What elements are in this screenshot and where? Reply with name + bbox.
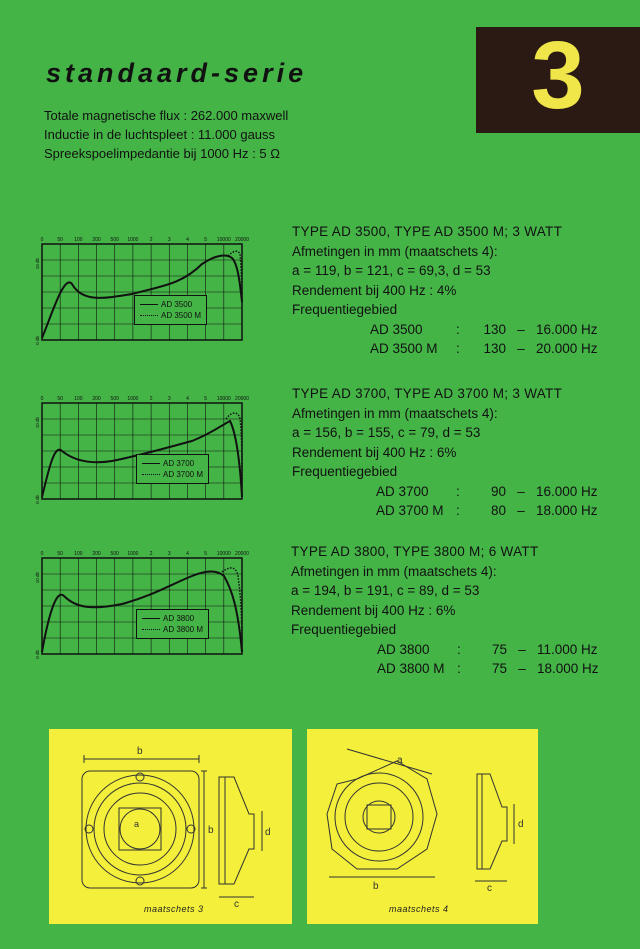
- speaker-drawing-square: [49, 729, 292, 924]
- dims-label: Afmetingen in mm (maatschets 4):: [292, 405, 498, 421]
- x-tick-label: 2: [149, 396, 153, 402]
- type-block-3700: [292, 384, 598, 521]
- drawing-caption: maatschets 3: [144, 904, 204, 914]
- x-tick-label: 50: [57, 551, 63, 557]
- x-tick-label: 1000: [127, 396, 139, 402]
- legend-entry: AD 3800 M: [142, 624, 203, 635]
- legend-entry: AD 3800: [142, 613, 203, 624]
- chart-legend: [136, 609, 209, 639]
- y-tick-label: 10 db: [35, 417, 40, 429]
- x-tick-label: 50: [57, 396, 63, 402]
- svg-text:d: d: [265, 827, 271, 838]
- x-tick-label: 20000: [235, 551, 249, 557]
- svg-text:d: d: [518, 819, 524, 830]
- x-tick-label: 0: [40, 551, 44, 557]
- x-tick-label: 0: [40, 396, 44, 402]
- x-tick-label: 5: [204, 551, 208, 557]
- x-tick-label: 10000: [216, 237, 231, 243]
- svg-text:a: a: [134, 819, 140, 829]
- spec-impedance: Spreekspoelimpedantie bij 1000 Hz : 5 Ω: [44, 146, 280, 161]
- x-tick-label: 3: [167, 237, 171, 243]
- response-curve-dotted: [228, 251, 242, 302]
- spec-flux: Totale magnetische flux : 262.000 maxwell: [44, 108, 289, 123]
- x-tick-label: 4: [186, 396, 189, 402]
- y-tick-label: 0 db: [35, 336, 40, 345]
- x-tick-label: 1000: [127, 551, 139, 557]
- efficiency: Rendement bij 400 Hz : 6%: [292, 444, 457, 460]
- legend-entry: AD 3500: [140, 299, 201, 310]
- y-tick-label: 10 db: [35, 258, 40, 270]
- freq-row: AD 3700 : 90 – 16.000 Hz: [376, 483, 598, 499]
- y-tick-label: 0 db: [35, 495, 40, 504]
- x-tick-label: 2: [149, 551, 153, 557]
- freq-label: Frequentiegebied: [292, 464, 398, 479]
- type-block-3800: [291, 542, 599, 679]
- dims-values: a = 194, b = 191, c = 89, d = 53: [291, 583, 480, 598]
- freq-row: AD 3800 : 75 – 11.000 Hz: [377, 641, 598, 657]
- drawing-panel-3: [49, 729, 292, 924]
- efficiency: Rendement bij 400 Hz : 6%: [291, 602, 456, 618]
- type-heading: TYPE AD 3800, TYPE 3800 M; 6 WATT: [291, 544, 539, 559]
- series-number: 3: [531, 22, 585, 129]
- x-tick-label: 200: [92, 551, 101, 557]
- x-tick-label: 0: [40, 237, 44, 243]
- svg-text:b: b: [208, 825, 214, 836]
- chart-legend: [136, 454, 209, 484]
- x-tick-label: 500: [110, 551, 119, 557]
- freq-row: AD 3500 : 130 – 16.000 Hz: [370, 321, 598, 337]
- svg-text:c: c: [234, 899, 239, 910]
- x-tick-label: 4: [186, 551, 189, 557]
- svg-text:b: b: [373, 881, 379, 892]
- speaker-drawing-octagonal: [307, 729, 538, 924]
- x-tick-label: 5: [204, 237, 208, 243]
- x-tick-label: 4: [186, 237, 189, 243]
- svg-text:b: b: [137, 746, 143, 757]
- x-tick-label: 3: [167, 396, 171, 402]
- x-tick-label: 10000: [216, 551, 231, 557]
- legend-entry: AD 3700: [142, 458, 203, 469]
- y-tick-label: 10 db: [35, 572, 40, 584]
- svg-text:c: c: [487, 883, 492, 894]
- freq-row: AD 3500 M : 130 – 20.000 Hz: [370, 341, 598, 356]
- type-heading: TYPE AD 3700, TYPE AD 3700 M; 3 WATT: [292, 386, 563, 401]
- x-tick-label: 500: [110, 237, 119, 243]
- freq-label: Frequentiegebied: [291, 622, 397, 637]
- svg-text:a: a: [397, 755, 403, 766]
- x-tick-label: 100: [74, 551, 83, 557]
- dims-label: Afmetingen in mm (maatschets 4):: [291, 563, 497, 579]
- x-tick-label: 1000: [127, 237, 139, 243]
- spec-induction: Inductie in de luchtspleet : 11.000 gauss: [44, 127, 276, 142]
- type-block-3500: [292, 222, 598, 359]
- dims-values: a = 156, b = 155, c = 79, d = 53: [292, 425, 481, 440]
- y-tick-label: 0 db: [35, 650, 40, 659]
- x-tick-label: 20000: [235, 396, 249, 402]
- response-chart-3800: [30, 546, 256, 662]
- response-chart-3700: [30, 391, 256, 507]
- legend-entry: AD 3700 M: [142, 469, 203, 480]
- efficiency: Rendement bij 400 Hz : 4%: [292, 282, 457, 298]
- series-number-box: [476, 22, 640, 133]
- freq-row: AD 3700 M : 80 – 18.000 Hz: [376, 503, 598, 518]
- x-tick-label: 10000: [216, 396, 231, 402]
- x-tick-label: 3: [167, 551, 171, 557]
- dims-label: Afmetingen in mm (maatschets 4):: [292, 243, 498, 259]
- drawing-panel-4: [307, 729, 538, 924]
- x-tick-label: 200: [92, 396, 101, 402]
- response-curve-dotted: [226, 413, 242, 497]
- x-tick-label: 5: [204, 396, 208, 402]
- x-tick-label: 500: [110, 396, 119, 402]
- x-tick-label: 100: [74, 396, 83, 402]
- page-title: standaard-serie: [46, 58, 308, 88]
- x-tick-label: 200: [92, 237, 101, 243]
- x-tick-label: 50: [57, 237, 63, 243]
- freq-label: Frequentiegebied: [292, 302, 398, 317]
- drawing-caption: maatschets 4: [389, 904, 449, 914]
- x-tick-label: 100: [74, 237, 83, 243]
- legend-entry: AD 3500 M: [140, 310, 201, 321]
- type-heading: TYPE AD 3500, TYPE AD 3500 M; 3 WATT: [292, 224, 563, 239]
- response-chart-3500: [30, 232, 256, 348]
- response-curve-dotted: [222, 568, 242, 652]
- dims-values: a = 119, b = 121, c = 69,3, d = 53: [292, 263, 491, 278]
- x-tick-label: 20000: [235, 237, 249, 243]
- freq-row: AD 3800 M : 75 – 18.000 Hz: [377, 661, 599, 676]
- chart-legend: [134, 295, 207, 325]
- x-tick-label: 2: [149, 237, 153, 243]
